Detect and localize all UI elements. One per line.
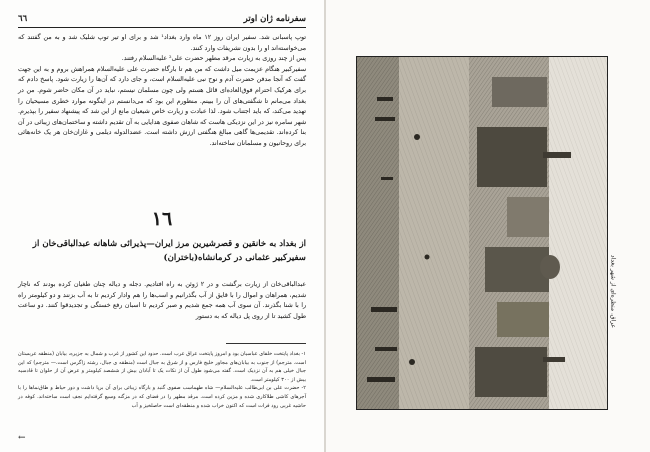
chapter-heading: از بغداد به خانقین و قصرشیرین مرز ایران—پذیرائی شاهانه عبدالباقی‌خان از سفیرکبیر عثمانی در کرمانشاه(باختران) <box>32 239 306 263</box>
body-text <box>18 33 306 150</box>
running-head <box>18 13 306 28</box>
text-page <box>0 0 324 452</box>
chapter-text <box>18 280 306 322</box>
footnote: ۲- حضرت علی بن ابی‌طالب علیه‌السلام— شاه طهماسب صفوی گنبد و بارگاه زیبائی برای آن برپا داشت و دور حیاط و طاق‌نماها را با آجرهای کاشی طلاکاری شده و مزین کرده است. مرقد مطهر را در فضای که در مزگنه وسیع گرفته‌ایم نجف است ساخته‌اند. کوفه در حاشیه غربی رود فرات است که اکنون خراب شده و منطقه‌ای است حاصلخیز و آب <box>18 385 306 409</box>
paragraph: توپ پاسبانی شد. سفیر ایران روز ۱۲ ماه وارد بغداد¹ شد و برای او تیر توپ شلیک شد و به من گفتند که می‌خواسته‌اند او را بدون نشریفات وارد کنند. <box>18 34 306 52</box>
page-number: ٦٦ <box>18 14 28 24</box>
footnote: ۱- بغداد پایتخت خلفای عباسیان بود و امروز پایتخت عراق عرب است. حدود این کشور از غرب و شمال به جزیره، بیابان (منطقه عربستان است. مترجم) از جنوب به بیابان‌های مجاور خلیج فارس و از شرق به جبال است (منطقه ی جبال، رشته زاگرس است.— مترجم) که این جبال خیلی هم به آن نزدیک است. گفته می‌شود طول آن از نکات یک تا آبادان بیش از ششصد کیلومتر و عرض آن از حلوان تا قادسیه بیش از ۳۰۰ کیلومتر است. <box>17 351 306 383</box>
engraving-plate <box>356 56 608 410</box>
plate-caption-text: عراق. منظره‌ای از شهر بغداد <box>609 254 617 329</box>
engraving-image <box>357 57 607 409</box>
paragraph: عبدالباقی‌خان از زیارت برگشت و در ۲ ژوئن به راه افتادیم. دجله و دیاله چنان طغیان کرده بودند که ناچار شدیم، همراهان و اموال را با قایق از آب بگذرانیم و اسب‌ها را هم وادار کردیم تا به آب بزنند و دو کیلومتر راه را با شنا بگذرند. آن سوی آب همه جمع شدیم و صبر کردیم تا اسبان رفع خستگی و تجدیدقوا کنند. دو ساعت طول کشید تا از روی پل دیاله که به دستور <box>18 281 306 320</box>
footnotes <box>18 350 306 410</box>
continued-arrow-icon: ← <box>18 433 26 443</box>
paragraph: پس از چند روزی به زیارت مرقد مطهر حضرت علی² علیه‌السلام رفتند. <box>121 55 306 63</box>
chapter-number: ۱٦ <box>151 208 173 230</box>
plate-page <box>326 0 650 452</box>
plate-caption <box>609 232 617 352</box>
running-title: سفرنامه ژان اوتر <box>243 14 306 24</box>
paragraph: سفیرکبیر هنگام عزیمت میل داشت که من هم تا بارگاه حضرت علی علیه‌السلام همراهش بروم و به این جهت گفت که آنجا مدفن حضرت آدم و نوح نبی علیه‌السلام است، و جای دارد که آن‌ها را زیارت شود. پاسخ دادم که برای هرکیک احترام فوق‌العاده‌ای قائل هستم ولی چون مسلمان نیستم، نباید در آن مکان حاضر شوم. من در بغداد می‌مانم تا شگفتی‌های آن را ببینم. منظورم این بود که می‌دانستم در اینگونه موارد خطری مسیحیان را تهدید می‌کند، که باید اجتناب شود. لذا عبادت و زیارت خاص شیعیان مانع از این شد که پیشنهاد سفیر را بپذیرم. شهر سامره نیز در این نزدیکی هاست که شاهان صفوی هدایایی به آن تقدیم داشته و ساختمان‌های زیبائی در آن بنا کرده‌اند. تقدیمی‌ها گاهی مبالغ هنگفتی ارزش داشته است. عضدالدوله دیلمی و غازان‌خان هر یک خانه‌هائی برای روحانیون و مسلمانان ساخته‌اند. <box>18 65 306 147</box>
footnote-rule <box>226 343 306 344</box>
